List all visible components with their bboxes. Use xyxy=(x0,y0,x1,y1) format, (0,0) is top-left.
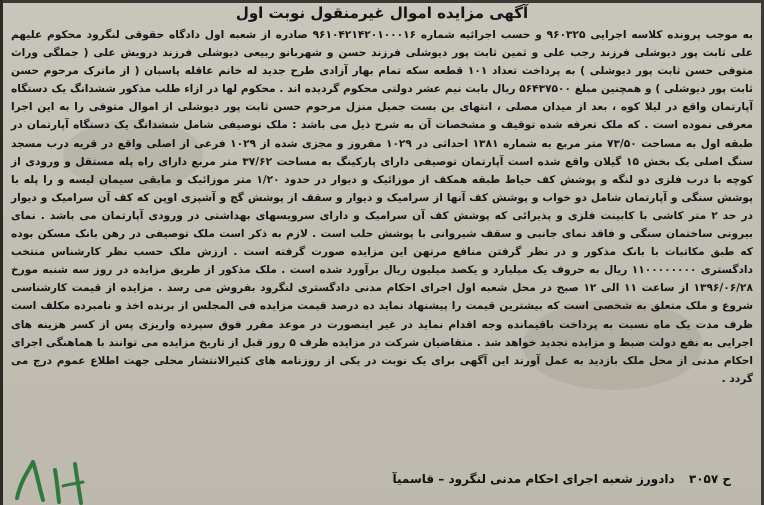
notice-paragraph: به موجب پرونده کلاسه اجرایی ۹۶۰۳۲۵ و حسب اجرائیه شماره ۹۶۱۰۴۲۱۴۲۰۱۰۰۰۱۶ صادره از شعبه اول دادگاه حقوقی لنگرود محکوم علیهم علی ثابت پور دیوشلی فرزند رجب علی و ثمین ثابت پور دیوشلی فرزند حسن و شهربانو ربیعی دیوشلی فرزند درویش علی ( جملگی وراث متوفی حسن ثابت پور دیوشلی ) به پرداخت تعداد ۱۰۱ قطعه سکه تمام بهار آزادی طرح جدید له خانم عاقله پاسبان ( از ماترک مرحوم حسن ثابت پور دیوشلی ) و همچنین مبلغ ۵۶۴۳۷۵۰۰ ریال بابت نیم عشر دولتی محکوم گردیده اند . محکوم لها در ازاء طلب مذکور ششدانگ یک دستگاه آپارتمان واقع در لیلا کوه ، بعد از میدان مصلی ، انتهای بن بست جمیل منزل مرحوم حسن ثابت پور دیوشلی از اموال متوفی را به این اجرا معرفی نموده است . که ملک تعرفه شده توقیف و مشخصات آن به شرح ذیل می باشد : ملک توصیفی شامل ششدانگ یک دستگاه آپارتمان در طبقه اول به مساحت ۷۳/۵۰ متر مربع به شماره ۱۳۸۱ احداثی در ۱۰۲۹ مفروز و مجزی شده از ۱۰۲۹ فرعی از اصلی واقع در قریه درب مسجد سنگ اصلی یک بخش ۱۵ گیلان واقع شده است آپارتمان توصیفی دارای پارکینگ به مساحت ۳۷/۶۲ متر مربع دارای راه پله مستقل و ورودی از کوچه با درب فلزی دو لنگه و پوشش کف حیاط طبقه همکف از موزائیک و دیوار در حدود ۱/۲۰ متر موزائیک و مابقی سیمان لیسه و را پله با پوشش سنگی و آپارتمان شامل دو خواب و پوشش کف آنها از سرامیک و دیوار و سقف از پوشش گچ و آشپزی اوپن که کف آن سرامیک و دیوار در حد ۲ متر کاشی با کابینت فلزی و پذیرائی که پوشش کف آن سرامیک و دارای سرویسهای بهداشتی در ورودی آپارتمان می باشد . نمای بیرونی ساختمان سنگی و فاقد نمای جانبی و سقف شیروانی با پوشش حلب است . لازم به ذکر است ملک توصیفی در رهن بانک مسکن بوده که طبق مکاتبات با بانک مذکور و در نظر گرفتن منافع مرتهن این مزایده صورت گرفته است . ارزش ملک حسب نظر کارشناس منتخب دادگستری ۱۱۰۰۰۰۰۰۰۰ ریال به حروف یک میلیارد و یکصد میلیون ریال برآورد شده است . ملک مذکور از طریق مزایده در روز سه شنبه مورخ ۱۳۹۶/۰۶/۲۸ از ساعت ۱۱ الی ۱۲ صبح در محل شعبه اول اجرای احکام مدنی دادگستری لنگرود بفروش می رسد . مزایده از قیمت کارشناسی شروع و ملک متعلق به شخصی است که بیشترین قیمت را پیشنهاد نماید ده درصد قیمت مزایده فی المجلس از برنده اخذ و نامبرده مکلف است ظرف مدت یک ماه نسبت به پرداخت باقیمانده وجه اقدام نماید در غیر اینصورت در موعد مقرر فوق سپرده واریزی پس از کسر هزینه های اجرایی به نفع دولت ضبط و مزایده تجدید خواهد شد . متقاضیان شرکت در مزایده ظرف ۵ روز قبل از تاریخ مزایده می توانند با هماهنگی اجرای احکام مدنی از محل ملک بازدید به عمل آورند این آگهی برای یک نوبت در یکی از روزنامه های کثیرالانتشار محلی جهت اطلاع عموم درج می گردد . xyxy=(11,29,754,385)
reference-number: ح ۳۰۵۷ xyxy=(688,472,731,486)
signature-line xyxy=(393,472,731,486)
notice-body xyxy=(11,26,753,388)
notice-title: آگهی مزایده اموال غیرمنقول نوبت اول xyxy=(235,4,529,22)
handwritten-mark-icon xyxy=(3,440,123,505)
issuing-officer: دادورز شعبه اجرای احکام مدنی لنگرود – قاسمیآ xyxy=(392,472,675,486)
top-border-rule xyxy=(3,0,761,3)
